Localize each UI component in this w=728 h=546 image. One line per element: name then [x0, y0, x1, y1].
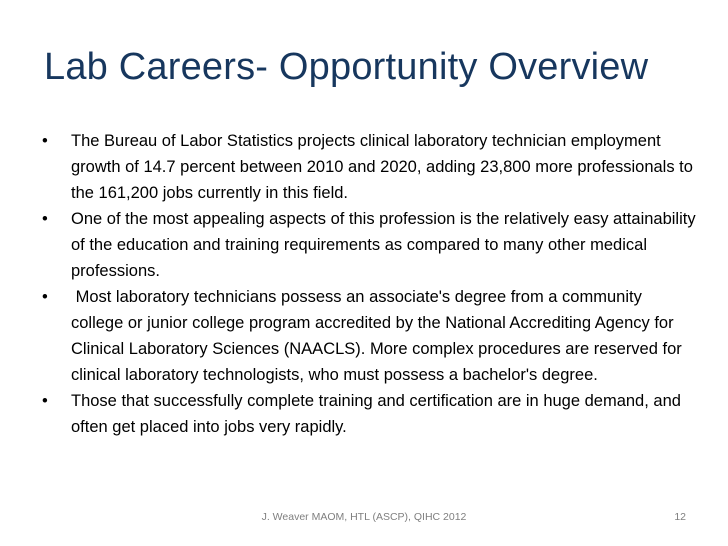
- bullet-marker-icon: •: [42, 288, 48, 306]
- bullet-item: [34, 206, 698, 284]
- bullet-text: One of the most appealing aspects of this profession is the relatively easy attainability of the education and training requirements as compared to many other medical professions.: [71, 210, 696, 280]
- bullet-text: The Bureau of Labor Statistics projects clinical laboratory technician employment growth of 14.7 percent between 2010 and 2020, adding 23,800 more professionals to the 161,200 jobs currently in this field.: [71, 132, 693, 202]
- bullet-text: Those that successfully complete training and certification are in huge demand, and often get placed into jobs very rapidly.: [71, 392, 681, 436]
- bullet-item: [34, 284, 698, 388]
- bullet-marker-icon: •: [42, 132, 48, 150]
- slide-title: Lab Careers- Opportunity Overview: [44, 46, 649, 88]
- bullet-marker-icon: •: [42, 210, 48, 228]
- footer-credit: J. Weaver MAOM, HTL (ASCP), QIHC 2012: [261, 511, 467, 523]
- bullet-list: [34, 128, 698, 440]
- bullet-text: Most laboratory technicians possess an associate's degree from a community college or junior college program accredited by the National Accrediting Agency for Clinical Laboratory Sciences (NAACLS). More complex procedures are reserved for clinical laboratory technologists, who must possess a bachelor's degree.: [71, 288, 682, 384]
- bullet-item: [34, 128, 698, 206]
- bullet-marker-icon: •: [42, 392, 48, 410]
- bullet-item: [34, 388, 698, 440]
- slide-number: 12: [674, 511, 686, 523]
